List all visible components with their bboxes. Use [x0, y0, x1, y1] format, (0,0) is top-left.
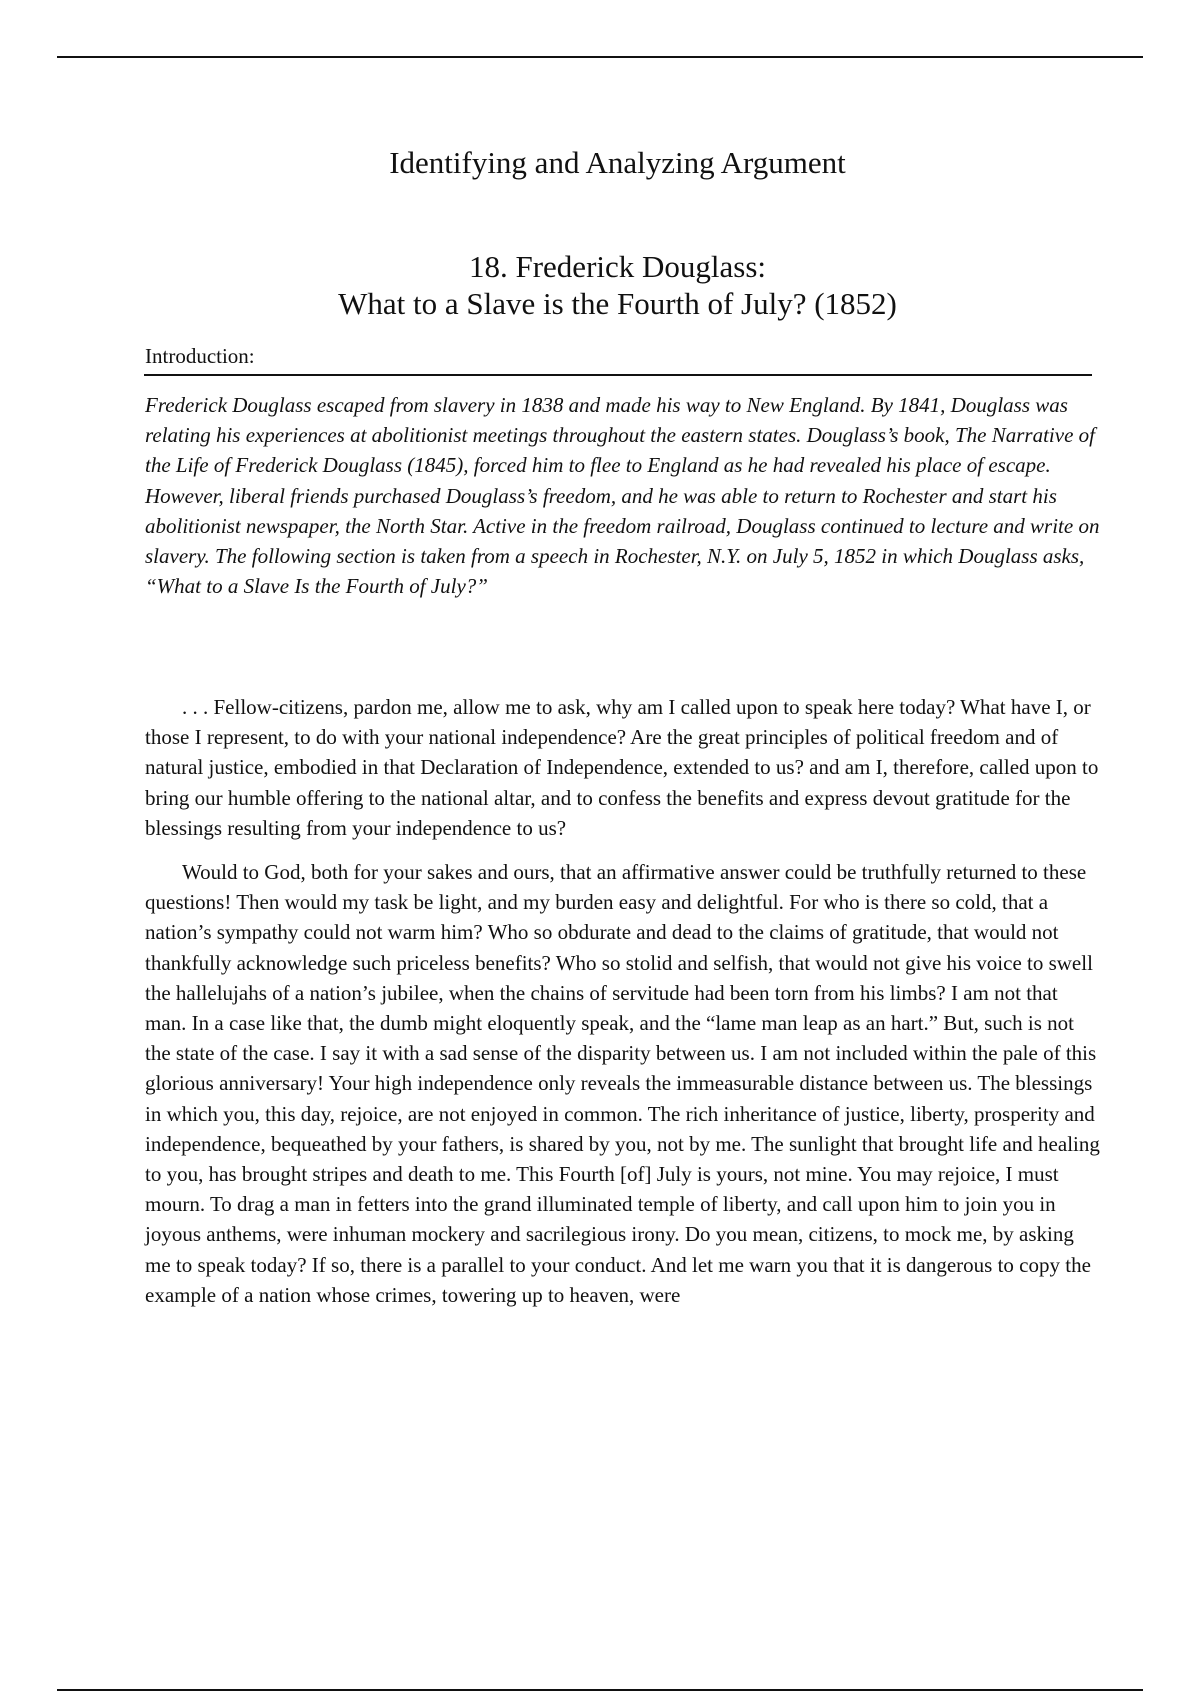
section-label-introduction: Introduction: [145, 344, 255, 368]
introduction-text: Frederick Douglass escaped from slavery in 1838 and made his way to New England. By 1841, Douglass was relating his experiences at abolitionist meetings throughout the eastern states. Douglass’s book, The Narrative of the Life of Frederick Douglass (1845), forced him to flee to England as he had revealed his place of escape. However, liberal friends purchased Douglass’s freedom, and he was able to return to Rochester and start his abolitionist newspaper, the North Star. Active in the freedom railroad, Douglass continued to lecture and write on slavery. The following section is taken from a speech in Rochester, N.Y. on July 5, 1852 in which Douglass asks, “What to a Slave Is the Fourth of July?” [145, 393, 1100, 599]
document-title: Identifying and Analyzing Argument [389, 145, 846, 180]
chapter-title-line-2: What to a Slave is the Fourth of July? (1852) [338, 286, 897, 321]
chapter-title-line-1: 18. Frederick Douglass: [468, 249, 767, 284]
speech-excerpt [145, 692, 1100, 1324]
page-top-rule [57, 56, 1143, 58]
page-bottom-rule [57, 1689, 1143, 1691]
speech-paragraph-2: Would to God, both for your sakes and ours, that an affirmative answer could be truthfully returned to these questions! Then would my task be light, and my burden easy and delightful. For who is there so cold, that a nation’s sympathy could not warm him? Who so obdurate and dead to the claims of gratitude, that would not thankfully acknowledge such priceless benefits? Who so stolid and selfish, that would not give his voice to swell the hallelujahs of a nation’s jubilee, when the chains of servitude had been torn from his limbs? I am not that man. In a case like that, the dumb might eloquently speak, and the “lame man leap as an hart.” But, such is not the state of the case. I say it with a sad sense of the disparity between us. I am not included within the pale of this glorious anniversary! Your high independence only reveals the immeasurable distance between us. The blessings in which you, this day, rejoice, are not enjoyed in common. The rich inheritance of justice, liberty, prosperity and independence, bequeathed by your fathers, is shared by you, not by me. The sunlight that brought life and healing to you, has brought stripes and death to me. This Fourth [of] July is yours, not mine. You may rejoice, I must mourn. To drag a man in fetters into the grand illuminated temple of liberty, and call upon him to join you in joyous anthems, were inhuman mockery and sacrilegious irony. Do you mean, citizens, to mock me, by asking me to speak today? If so, there is a parallel to your conduct. And let me warn you that it is dangerous to copy the example of a nation whose crimes, towering up to heaven, were [145, 860, 1100, 1307]
section-divider [144, 374, 1092, 376]
speech-paragraph-1: . . . Fellow-citizens, pardon me, allow me to ask, why am I called upon to speak here today? What have I, or those I represent, to do with your national independence? Are the great principles of political freedom and of natural justice, embodied in that Declaration of Independence, extended to us? and am I, therefore, called upon to bring our humble offering to the national altar, and to confess the benefits and express devout gratitude for the blessings resulting from your independence to us? [145, 695, 1099, 840]
chapter-title [0, 248, 1200, 322]
